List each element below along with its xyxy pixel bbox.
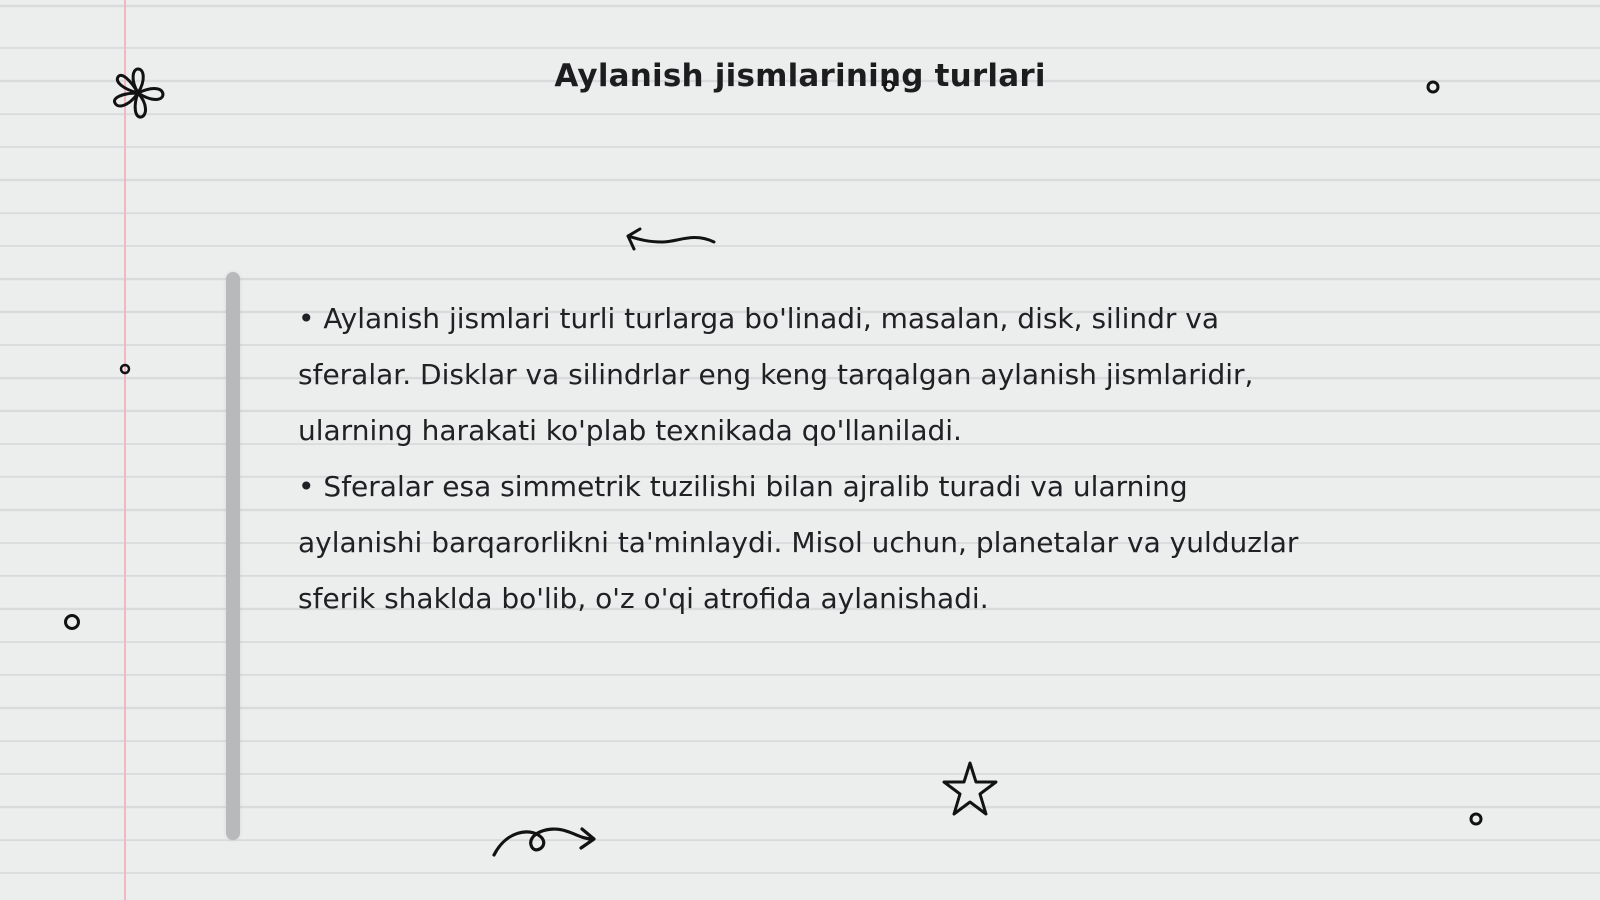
- star-icon: [938, 758, 1002, 822]
- curly-arrow-right-icon: [490, 815, 602, 865]
- circle-doodle-icon: [62, 612, 82, 632]
- circle-doodle-icon: [1425, 79, 1441, 95]
- body-text: [298, 291, 1308, 627]
- circle-doodle-icon: [118, 362, 132, 376]
- bullet-paragraph-1: • Aylanish jismlari turli turlarga bo'linadi, masalan, disk, silindr va sferalar. Disklar va silindrlar eng keng tarqalgan aylanish jismlaridir, ularning harakati ko'plab texnikada qo'llaniladi.: [298, 302, 1254, 447]
- page-title: Aylanish jismlarining turlari: [554, 58, 1046, 94]
- circle-doodle-icon: [1468, 811, 1484, 827]
- arrow-left-icon: [620, 224, 720, 258]
- circle-doodle-icon: [882, 79, 896, 93]
- quote-bar: [226, 272, 240, 840]
- bullet-paragraph-2: • Sferalar esa simmetrik tuzilishi bilan ajralib turadi va ularning aylanishi barqarorlikni ta'minlaydi. Misol uchun, planetalar va yulduzlar sferik shaklda bo'lib, o'z o'qi atrofida aylanishadi.: [298, 470, 1299, 615]
- flower-icon: [108, 64, 168, 124]
- notebook-margin-line: [124, 0, 126, 900]
